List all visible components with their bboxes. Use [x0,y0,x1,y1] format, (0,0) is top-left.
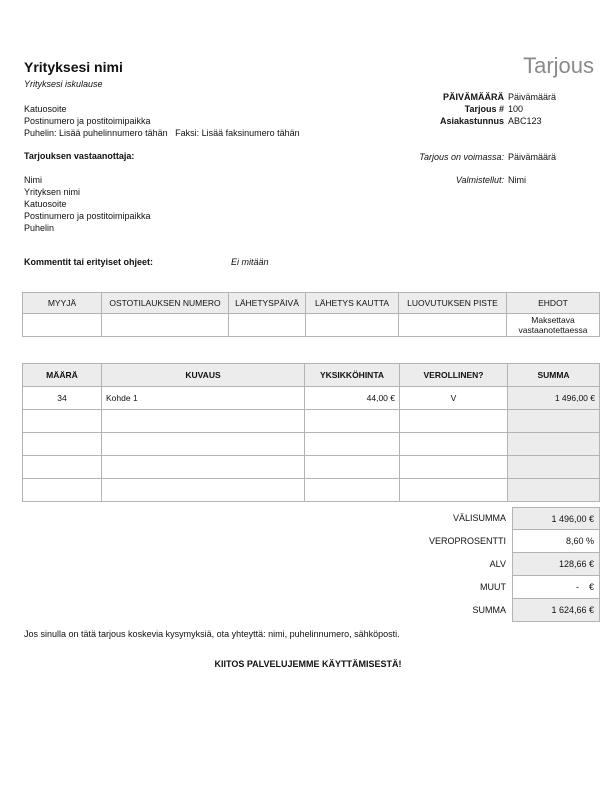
meta-label: Tarjous # [464,104,504,114]
table-row [23,456,600,479]
recipient-address: Katuosoite [24,199,67,209]
table-header-row [23,293,600,314]
table-cell [508,410,600,433]
table-cell [102,410,305,433]
subtotal-value: 1 496,00 € [512,507,600,530]
col-header: MÄÄRÄ [23,364,102,387]
col-header: LÄHETYSPÄIVÄ [229,293,306,314]
table-cell: Kohde 1 [102,387,305,410]
table-cell [23,314,102,337]
table-row [23,433,600,456]
company-slogan: Yrityksesi iskulause [24,79,103,89]
validity-block [360,151,600,197]
col-header: KUVAUS [102,364,305,387]
recipient-company: Yrityksen nimi [24,187,81,197]
comments-label: Kommentit tai erityiset ohjeet: [24,257,154,267]
vat-value: 128,66 € [512,553,600,576]
recipient-block [24,174,151,234]
col-header: VEROLLINEN? [400,364,508,387]
table-cell [508,456,600,479]
table-row [23,387,600,410]
total-value: 1 624,66 € [512,599,600,622]
table-row [23,410,600,433]
table-cell [305,433,400,456]
vat-label: ALV [489,559,506,569]
table-cell [508,479,600,502]
document-title: Tarjous [523,53,594,78]
table-cell [102,456,305,479]
meta-value: ABC123 [508,116,542,126]
table-cell: V [400,387,508,410]
recipient-postal: Postinumero ja postitoimipaikka [24,211,151,221]
table-row [23,314,600,337]
shipping-table [22,292,600,337]
total-label: SUMMA [472,605,506,615]
totals-block [400,507,600,622]
col-header: LÄHETYS KAUTTA [306,293,399,314]
recipient-name: Nimi [24,175,42,185]
table-row [23,479,600,502]
company-postal: Postinumero ja postitoimipaikka [24,116,151,126]
items-table [22,363,600,502]
table-cell [102,433,305,456]
table-cell [399,314,507,337]
col-header: MYYJÄ [23,293,102,314]
tax-rate-value: 8,60 % [512,530,600,553]
thank-you-text: KIITOS PALVELUJEMME KÄYTTÄMISESTÄ! [214,659,402,669]
table-cell [305,479,400,502]
other-label: MUUT [480,582,506,592]
contact-text: Jos sinulla on tätä tarjous koskevia kysymyksiä, ota yhteyttä: nimi, puhelinnumero, sähköposti. [24,629,400,639]
table-cell [305,410,400,433]
meta-label: PÄIVÄMÄÄRÄ [442,92,504,102]
table-cell [229,314,306,337]
meta-value: Päivämäärä [508,92,557,102]
comments-value: Ei mitään [231,257,269,267]
table-cell [305,456,400,479]
other-value: - € [512,576,600,599]
table-cell: Maksettava vastaanotettaessa [507,314,600,337]
quote-meta [400,91,600,127]
company-address: Katuosoite [24,104,67,114]
table-cell [23,456,102,479]
table-cell [400,479,508,502]
table-cell [23,410,102,433]
table-cell [508,433,600,456]
col-header: YKSIKKÖHINTA [305,364,400,387]
subtotal-label: VÄLISUMMA [452,513,506,523]
prepared-value: Nimi [508,175,526,185]
table-cell: 44,00 € [305,387,400,410]
company-address-block [24,103,300,139]
col-header: SUMMA [508,364,600,387]
table-cell: 1 496,00 € [508,387,600,410]
valid-value: Päivämäärä [508,152,557,162]
table-cell [102,314,229,337]
company-name: Yrityksesi nimi [24,59,123,75]
col-header: OSTOTILAUKSEN NUMERO [102,293,229,314]
table-cell [23,479,102,502]
valid-label: Tarjous on voimassa: [419,152,504,162]
meta-value: 100 [508,104,524,114]
table-cell [400,433,508,456]
prepared-label: Valmistellut: [455,175,504,185]
recipient-phone: Puhelin [24,223,55,233]
table-cell: 34 [23,387,102,410]
col-header: EHDOT [507,293,600,314]
table-cell [400,456,508,479]
table-cell [102,479,305,502]
recipient-title: Tarjouksen vastaanottaja: [24,151,135,161]
meta-label: Asiakastunnus [439,116,504,126]
table-cell [23,433,102,456]
table-cell [306,314,399,337]
company-phone-fax: Puhelin: Lisää puhelinnumero tähän Faksi: Lisää faksinumero tähän [24,128,300,138]
tax-rate-label: VEROPROSENTTI [428,536,506,546]
col-header: LUOVUTUKSEN PISTE [399,293,507,314]
table-header-row [23,364,600,387]
table-cell [400,410,508,433]
